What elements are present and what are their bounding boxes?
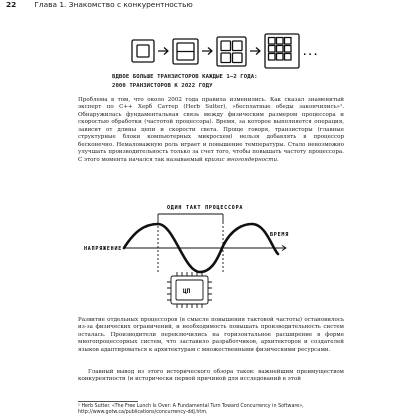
tick-bracket <box>158 214 223 222</box>
arrow-3 <box>250 48 260 55</box>
figure1-caption-line1: ВДВОЕ БОЛЬШЕ ТРАНЗИСТОРОВ КАЖДЫЕ 1–2 ГОДА: <box>112 74 258 80</box>
chapter-title: Глава 1. Знакомство с конкурентностью <box>34 0 193 9</box>
time-axis <box>124 246 286 251</box>
arrow-1 <box>158 48 168 55</box>
chip-4-cores <box>269 38 292 61</box>
page-header <box>6 0 416 9</box>
arrow-2 <box>202 48 212 55</box>
paragraph-1: Проблема в том, что около 2002 года правила изменились. Как сказал знаменитый эксперт по C++ Херб Саттер (Herb Sutter), «бесплатные обеды закончились»¹. Обнаружилась фундаментальная связь между физическим размером процессора и скоростью обработки (частотой процессора). Время, за которое выполняется операция, зависит от длины цепи и скорости света. Проще говоря, транзисторы (главные структурные блоки компьютерных микросхем) нельзя добавлять в процессор бесконечно. Немаловажную роль играет и повышение температуры. Стало невозможно улучшать производительность только за счет того, чтобы повышать частоту процессора. С этого момента начался так называемый кризис многоядерности. <box>78 97 344 163</box>
paragraph-2: Развитие отдельных процессоров (в смысле повышения тактовой частоты) остановилось из-за физических ограничений, и необходимость повышать производительность систем осталась. Производители переключились на горизонтальное расширение в форме многопроцессорных систем, что заставило разработчиков, архитекторов и создателей языков адаптироваться к архитектурам с множественными физическими ресурсами. <box>78 317 344 353</box>
figure1-caption-line2: 2000 ТРАНЗИСТОРОВ К 2022 ГОДУ <box>112 83 213 89</box>
label-cpu: ЦП <box>183 288 191 295</box>
footnote-divider <box>78 401 138 402</box>
paragraph-3: Главный вывод из этого исторического обзора таков: важнейшим преимуществом конкурентности (и исторически первой причиной для исследований в этой <box>78 369 344 383</box>
label-time: ВРЕМЯ <box>270 232 290 238</box>
footnote: ¹ Herb Sutter. «The Free Lunch Is Over: A Fundamental Turn Toward Concurrency in Software», http://www.gotw.ca/publications/concurrency-ddj.htm. <box>78 404 304 416</box>
label-one-tick: ОДИН ТАКТ ПРОЦЕССОРА <box>167 205 244 211</box>
chip-4 <box>265 34 299 68</box>
clock-tick-figure <box>0 204 420 308</box>
page-number: 22 <box>6 0 17 9</box>
label-voltage: НАПРЯЖЕНИЕ <box>84 246 123 252</box>
emphasis-term: кризис многоядерности <box>204 156 278 163</box>
ellipsis: ... <box>302 48 319 58</box>
